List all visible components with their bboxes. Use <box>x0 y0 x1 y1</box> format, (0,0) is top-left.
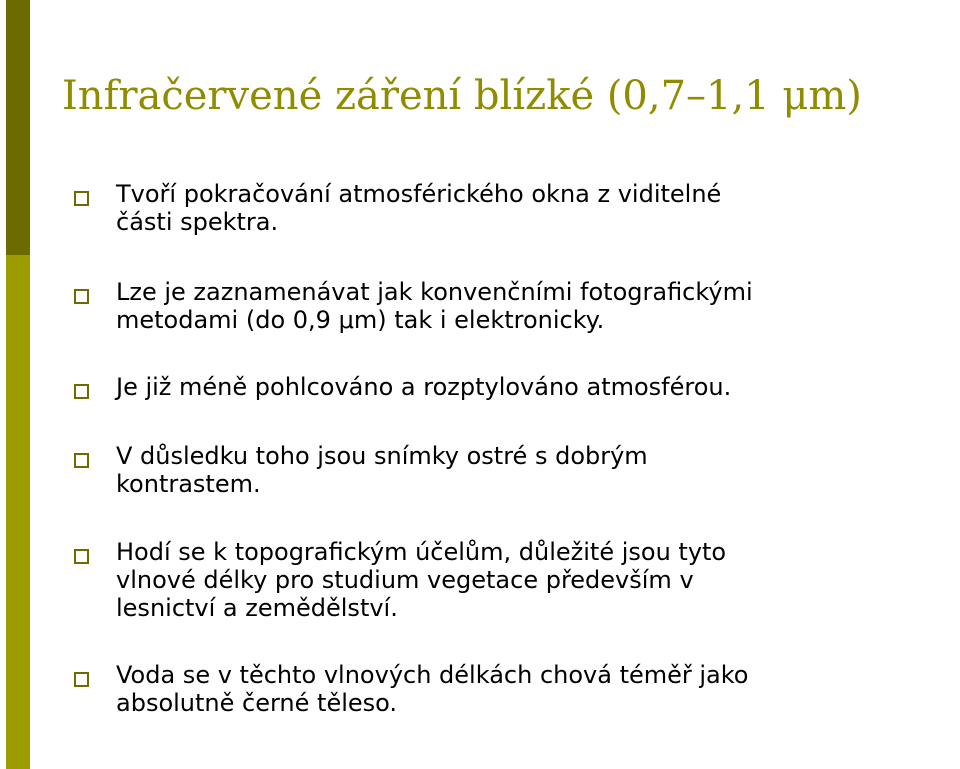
bullet-line: metodami (do 0,9 μm) tak i elektronicky. <box>116 306 605 334</box>
hollow-square-icon <box>74 453 89 468</box>
hollow-square-icon <box>74 289 89 304</box>
bullet-line: V důsledku toho jsou snímky ostré s dobrým <box>116 442 648 470</box>
hollow-square-icon <box>74 191 89 206</box>
bullet-item <box>74 661 934 717</box>
bullet-line: Hodí se k topografickým účelům, důležité jsou tyto <box>116 538 727 566</box>
bullet-item <box>74 373 934 401</box>
sidebar-stripe-dark <box>6 0 30 255</box>
bullet-text <box>116 278 753 334</box>
bullet-text <box>116 538 726 622</box>
bullet-line: části spektra. <box>116 208 279 236</box>
hollow-square-icon <box>74 672 89 687</box>
bullet-item <box>74 442 934 498</box>
bullet-line: absolutně černé těleso. <box>116 689 398 717</box>
hollow-square-icon <box>74 549 89 564</box>
bullet-item <box>74 278 934 334</box>
bullet-line: kontrastem. <box>116 470 261 498</box>
bullet-line: lesnictví a zemědělství. <box>116 594 398 622</box>
bullet-line: Tvoří pokračování atmosférického okna z viditelné <box>116 180 722 208</box>
sidebar-stripe <box>6 0 30 769</box>
sidebar-stripe-light <box>6 255 30 769</box>
bullet-text <box>116 180 721 236</box>
bullet-text <box>116 373 731 401</box>
bullet-item <box>74 538 934 622</box>
bullet-line: Je již méně pohlcováno a rozptylováno atmosférou. <box>116 373 732 401</box>
bullet-text <box>116 661 748 717</box>
bullet-line: Voda se v těchto vlnových délkách chová téměř jako <box>116 661 749 689</box>
bullet-item <box>74 180 934 236</box>
bullet-line: Lze je zaznamenávat jak konvenčními fotografickými <box>116 278 753 306</box>
hollow-square-icon <box>74 384 89 399</box>
bullet-text <box>116 442 648 498</box>
slide-title: Infračervené záření blízké (0,7–1,1 μm) <box>62 73 862 119</box>
bullet-line: vlnové délky pro studium vegetace především v <box>116 566 694 594</box>
